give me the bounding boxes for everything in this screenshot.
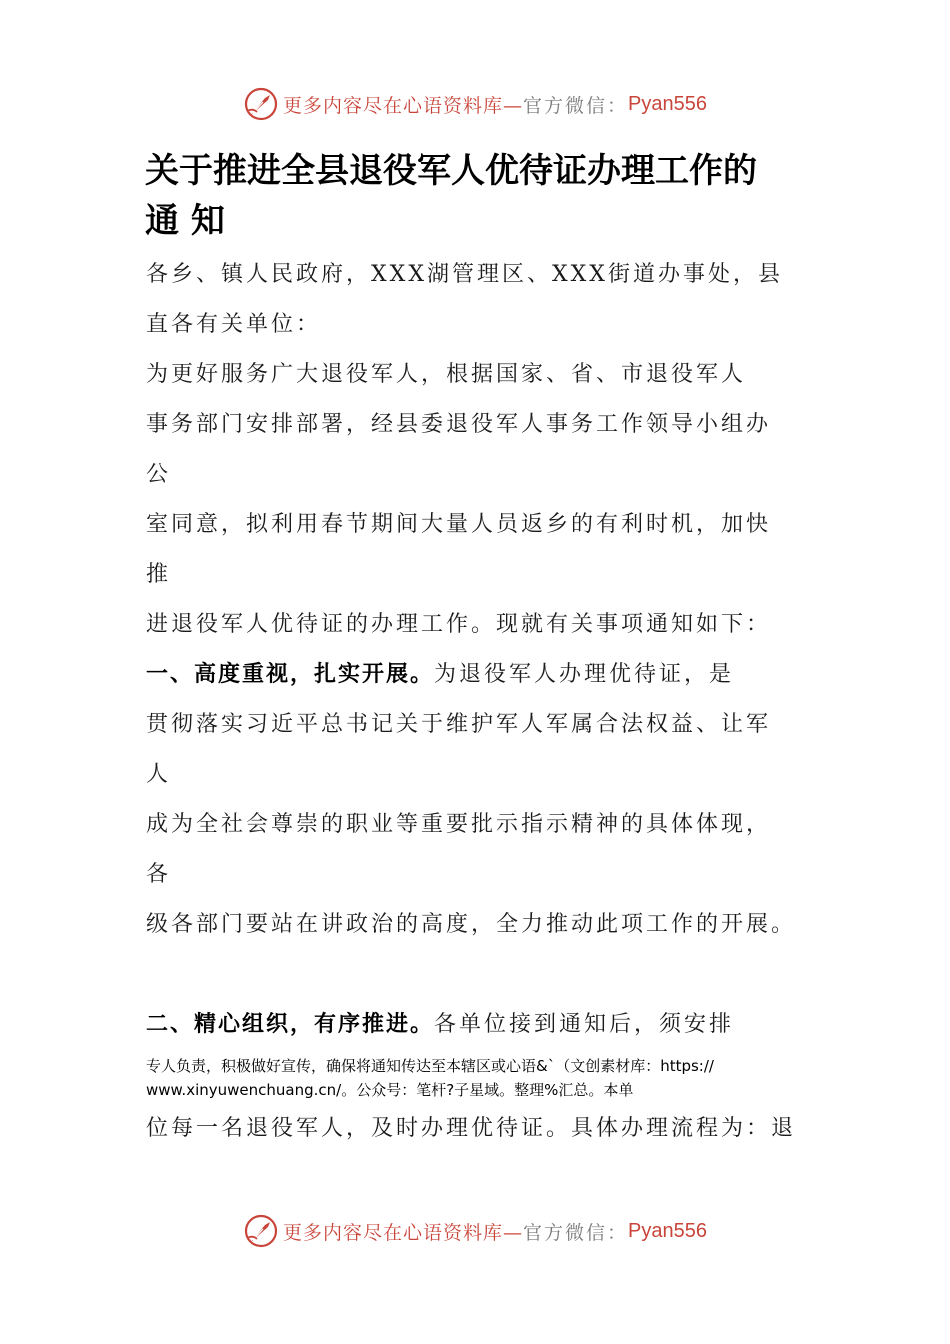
body-line: 各乡、镇人民政府，XXX湖管理区、XXX街道办事处，县 — [146, 262, 783, 287]
body-line: 为更好服务广大退役军人，根据国家、省、市退役军人 — [146, 362, 747, 387]
document-body — [146, 250, 846, 1154]
body-line: 进退役军人优待证的办理工作。现就有关事项通知如下： — [146, 612, 772, 637]
body-line: 室同意，拟利用春节期间大量人员返乡的有利时机，加快 — [146, 512, 772, 537]
inserted-watermark-line-1: 专人负责，积极做好宣传，确保将通知传达至本辖区或心语&`（文创素材库：https:// — [146, 1057, 714, 1075]
body-line: 事务部门安排部署，经县委退役军人事务工作领导小组办 — [146, 412, 772, 437]
body-line: 成为全社会尊崇的职业等重要批示指示精神的具体体现， — [146, 812, 772, 837]
header-watermark-banner — [0, 82, 950, 126]
quill-pen-logo-icon — [243, 1213, 279, 1249]
body-line: 推 — [146, 562, 172, 587]
quill-pen-logo-icon — [243, 86, 279, 122]
banner-wechat-id: Pyan556 — [628, 92, 707, 115]
banner-wechat-label: 官方微信： — [523, 94, 629, 117]
section-1-heading: 一、高度重视，扎实开展。 — [146, 662, 435, 687]
banner-wechat-id: Pyan556 — [628, 1219, 707, 1242]
body-line: 公 — [146, 462, 172, 487]
inserted-watermark-line-2: www.xinyuwenchuang.cn/。公众号：笔杆?子星域。整理%汇总。本单 — [146, 1081, 634, 1099]
body-line: 贯彻落实习近平总书记关于维护军人军属合法权益、让军 — [146, 712, 772, 737]
banner-tagline: 更多内容尽在心语资料库— — [283, 1221, 524, 1244]
body-line: 直各有关单位： — [146, 312, 322, 337]
section-2-heading: 二、精心组织，有序推进。 — [146, 1012, 435, 1037]
title-line-1: 关于推进全县退役军人优待证办理工作的 — [145, 151, 757, 191]
section-1-lead: 为退役军人办理优待证，是 — [434, 662, 735, 687]
title-line-2: 通 知 — [145, 201, 225, 241]
body-line: 各 — [146, 862, 172, 887]
section-2-lead: 各单位接到通知后，须安排 — [434, 1012, 735, 1037]
banner-tagline: 更多内容尽在心语资料库— — [283, 94, 524, 117]
section-2-paragraph-start — [146, 1000, 846, 1050]
body-line: 级各部门要站在讲政治的高度，全力推动此项工作的开展。 — [146, 912, 797, 937]
section-1-paragraph-start — [146, 650, 846, 700]
banner-wechat-label: 官方微信： — [523, 1221, 629, 1244]
footer-watermark-banner — [0, 1209, 950, 1253]
body-line: 位每一名退役军人，及时办理优待证。具体办理流程为：退 — [146, 1116, 797, 1141]
body-line: 人 — [146, 762, 172, 787]
paragraph-gap — [146, 950, 846, 1000]
document-title — [145, 146, 825, 246]
